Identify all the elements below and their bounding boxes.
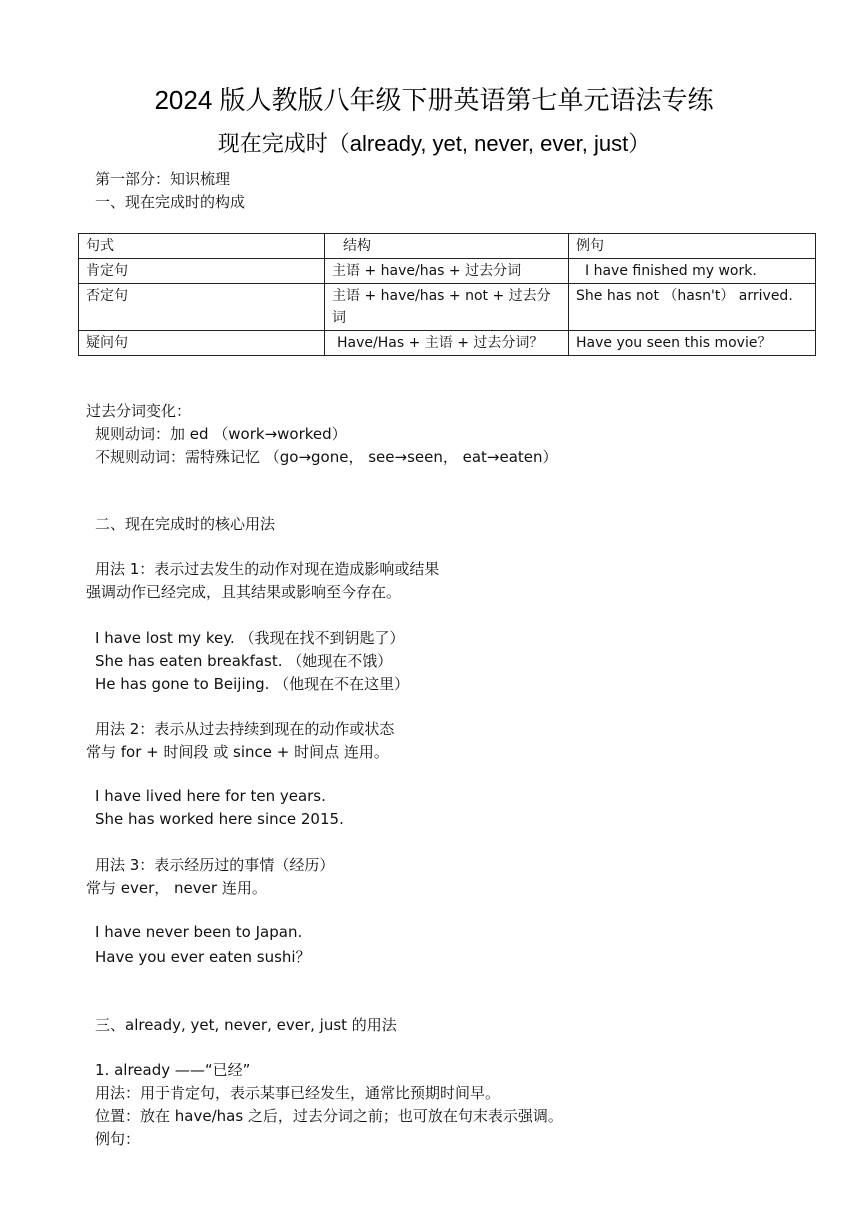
participle-regular: 规则动词：加 ed （work→worked）: [95, 425, 347, 443]
table-row: [79, 331, 816, 356]
table-row: [79, 259, 816, 284]
usage-2-title: 用法 2：表示从过去持续到现在的动作或状态: [95, 720, 395, 738]
already-example-label: 例句：: [95, 1130, 141, 1148]
document-subtitle: 现在完成时（already, yet, never, ever, just）: [217, 131, 651, 156]
example-sentence: I have never been to Japan.: [95, 923, 303, 941]
example-sentence: Have you ever eaten sushi？: [95, 948, 311, 966]
participle-heading: 过去分词变化：: [86, 402, 192, 420]
example-sentence: I have lived here for ten years.: [95, 787, 326, 805]
section-heading-1: 一、现在完成时的构成: [95, 193, 246, 211]
example-sentence: I have lost my key. （我现在找不到钥匙了）: [95, 629, 405, 647]
section-heading-2: 二、现在完成时的核心用法: [95, 515, 276, 533]
usage-2-desc: 常与 for + 时间段 或 since + 时间点 连用。: [86, 743, 389, 761]
usage-1-desc: 强调动作已经完成，且其结果或影响至今存在。: [86, 583, 402, 601]
table-cell: She has not （hasn't） arrived.: [569, 284, 816, 331]
already-position: 位置：放在 have/has 之后，过去分词之前；也可放在句末表示强调。: [95, 1107, 563, 1125]
example-sentence: She has eaten breakfast. （她现在不饿）: [95, 652, 393, 670]
table-cell: 主语 + have/has + 过去分词: [325, 259, 569, 284]
structure-table: [78, 233, 816, 356]
table-header-cell: 句式: [79, 234, 325, 259]
usage-1-title: 用法 1：表示过去发生的动作对现在造成影响或结果: [95, 560, 440, 578]
table-cell: 否定句: [79, 284, 325, 331]
table-header-row: [79, 234, 816, 259]
participle-irregular: 不规则动词：需特殊记忆 （go→gone， see→seen， eat→eaten）: [95, 448, 558, 466]
already-usage: 用法：用于肯定句，表示某事已经发生，通常比预期时间早。: [95, 1084, 501, 1102]
usage-3-title: 用法 3：表示经历过的事情（经历）: [95, 856, 335, 874]
example-sentence: He has gone to Beijing. （他现在不在这里）: [95, 675, 410, 693]
table-cell: I have finished my work.: [569, 259, 816, 284]
already-heading: 1. already ——“已经”: [95, 1061, 251, 1079]
table-header-cell: 例句: [569, 234, 816, 259]
table-header-cell: 结构: [325, 234, 569, 259]
table-cell: 主语 + have/has + not + 过去分词: [325, 284, 569, 331]
table-cell: Have you seen this movie？: [569, 331, 816, 356]
table-cell: 疑问句: [79, 331, 325, 356]
document-title: 2024 版人教版八年级下册英语第七单元语法专练: [154, 85, 714, 115]
part-heading: 第一部分：知识梳理: [95, 170, 231, 188]
table-cell: Have/Has + 主语 + 过去分词？: [325, 331, 569, 356]
section-heading-3: 三、already, yet, never, ever, just 的用法: [95, 1016, 397, 1034]
example-sentence: She has worked here since 2015.: [95, 810, 344, 828]
usage-3-desc: 常与 ever， never 连用。: [86, 879, 267, 897]
table-row: [79, 284, 816, 331]
table-cell: 肯定句: [79, 259, 325, 284]
